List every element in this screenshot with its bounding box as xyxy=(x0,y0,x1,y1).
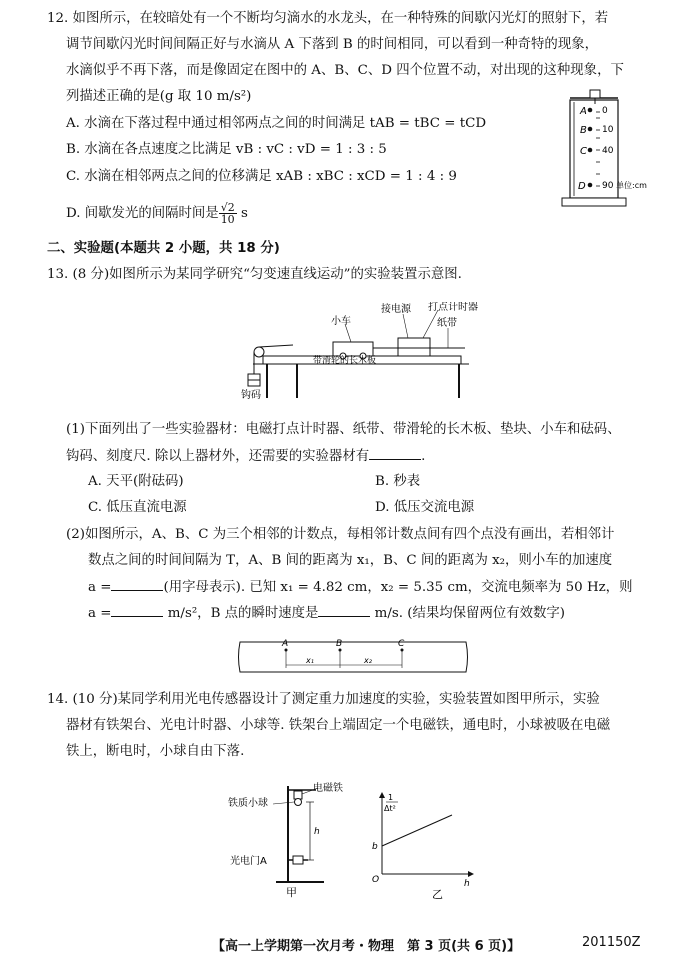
q13-tape-x1: x₁ xyxy=(306,656,314,665)
q13-velocity-value-blank[interactable] xyxy=(318,604,370,617)
q13-part2-line4-a: a = xyxy=(88,606,112,621)
q13-label-car: 小车 xyxy=(331,316,351,327)
q14-x-label-h: h xyxy=(464,879,470,889)
q13-tape-label-c: C xyxy=(398,639,405,649)
q14-caption-yi: 乙 xyxy=(432,888,443,901)
q12-figure xyxy=(540,88,658,216)
q12-line1: 12. 如图所示，在较暗处有一个不断均匀滴水的水龙头，在一种特殊的间歇闪光灯的照射下，若 xyxy=(47,11,609,26)
footer-title: 【高一上学期第一次月考・物理 第 3 页(共 6 页)】 xyxy=(212,939,521,954)
q12-unit-label: 单位:cm xyxy=(616,181,647,190)
q13-label-tape: 纸带 xyxy=(437,318,457,329)
q12-option-a: A. 水滴在下落过程中通过相邻两点之间的时间满足 tAB = tBC = tCD xyxy=(66,116,487,131)
q13-part1-answer-blank[interactable] xyxy=(369,447,421,460)
q14-graph-line xyxy=(382,815,452,846)
q12-line4: 列描述正确的是(g 取 10 m/s²) xyxy=(66,89,252,104)
q14-y-label-num: 1 xyxy=(388,793,394,802)
q13-label-board: 带滑轮的长木板 xyxy=(313,356,377,366)
q12-drop-b xyxy=(588,127,593,132)
q13-label-power: 接电源 xyxy=(381,304,411,315)
q12-label-a: A xyxy=(580,106,587,117)
q14-figure-yi xyxy=(366,790,478,902)
q14-figure-jia xyxy=(228,782,358,900)
q13-part2-line1: (2)如图所示，A、B、C 为三个相邻的计数点，每相邻计数点间有四个点没有画出，若相邻计 xyxy=(66,527,615,542)
q13-weight-2 xyxy=(248,380,260,386)
q14-line1: 14. (10 分)某同学利用光电传感器设计了测定重力加速度的实验，实验装置如图甲所示，实验 xyxy=(47,692,600,707)
q12-option-c: C. 水滴在相邻两点之间的位移满足 xAB : xBC : xCD = 1 : 4 : 9 xyxy=(66,169,457,184)
q12-option-d-unit: s xyxy=(240,206,248,221)
q14-line3: 铁上，断电时，小球自由下落. xyxy=(66,744,245,759)
q12-scale-90: 90 xyxy=(602,181,614,191)
q12-base xyxy=(562,198,626,206)
q14-label-ball: 铁质小球 xyxy=(228,798,268,809)
q12-line2: 调节间歇闪光时间间隔正好与水滴从 A 下落到 B 的时间相同，可以看到一种奇特的现象， xyxy=(66,37,598,52)
q13-option-c: C. 低压直流电源 xyxy=(88,500,187,515)
q13-label-timer: 打点计时器 xyxy=(428,302,478,313)
q12-drop-d xyxy=(588,183,593,188)
q12-line3: 水滴似乎不再下落，而是像固定在图中的 A、B、C、D 四个位置不动，对出现的这种现象，下 xyxy=(66,63,624,78)
q13-part2-line4-c: m/s. (结果均保留两位有效数字) xyxy=(374,606,566,621)
q14-label-magnet: 电磁铁 xyxy=(313,783,343,794)
q13-part2-line3-b: (用字母表示). 已知 x₁ = 4.82 cm，x₂ = 5.35 cm，交流电频率为 50 Hz，则 xyxy=(163,580,633,595)
q14-y-label-den: Δt² xyxy=(384,804,396,813)
q14-intercept-b: b xyxy=(372,842,378,852)
q12-drop-c xyxy=(588,148,593,153)
q14-ball xyxy=(295,799,302,806)
q13-pulley xyxy=(254,347,264,357)
q13-string-horizontal xyxy=(259,345,293,347)
q14-label-h: h xyxy=(314,827,320,837)
q14-y-arrow xyxy=(379,792,385,798)
q13-part1-line1: (1)下面列出了一些实验器材：电磁打点计时器、纸带、带滑轮的长木板、垫块、小车和砝码、 xyxy=(66,422,621,437)
q13-label-weight: 钩码 xyxy=(241,390,261,401)
q13-tape-x2: x₂ xyxy=(364,656,372,665)
q12-option-d-numerator: √2 xyxy=(220,201,235,214)
q13-option-a: A. 天平(附砝码) xyxy=(88,474,184,489)
q13-weight-1 xyxy=(248,374,260,380)
q13-part1-line2 xyxy=(66,447,425,466)
q14-line2: 器材有铁架台、光电计时器、小球等. 铁架台上端固定一个电磁铁，通电时，小球被吸在电磁 xyxy=(66,718,611,733)
q12-option-d xyxy=(66,202,248,225)
q13-part2-line3-a: a = xyxy=(88,580,112,595)
q14-ball-leader xyxy=(273,802,294,804)
section-2-heading: 二、实验题(本题共 2 小题，共 18 分) xyxy=(47,241,280,256)
q12-scale-40: 40 xyxy=(602,146,614,156)
q13-part2-line4-b: m/s²，B 点的瞬时速度是 xyxy=(167,606,319,621)
q14-origin: O xyxy=(372,875,380,885)
q12-tap-icon xyxy=(590,90,600,98)
q14-x-arrow xyxy=(468,871,474,877)
q13-option-b: B. 秒表 xyxy=(375,474,421,489)
q12-option-d-prefix: D. 间歇发光的间隔时间是 xyxy=(66,206,219,221)
q12-option-d-fraction xyxy=(219,202,237,225)
q13-tape-outline xyxy=(239,642,468,672)
q13-part2-line2: 数点之间的时间间隔为 T，A、B 间的距离为 x₁，B、C 间的距离为 x₂，则小车的加速度 xyxy=(88,553,613,568)
q13-timer-leader xyxy=(423,310,438,338)
q13-part2-line4 xyxy=(88,604,565,623)
footer-code: 201150Z xyxy=(582,935,641,950)
q12-scale-10: 10 xyxy=(602,125,614,135)
q13-trolley xyxy=(333,342,373,356)
q13-part1-line2-text: 钩码、刻度尺. 除以上器材外，还需要的实验器材有 xyxy=(66,449,370,464)
q12-drop-a xyxy=(588,108,593,113)
q12-option-b: B. 水滴在各点速度之比满足 vB : vC : vD = 1 : 3 : 5 xyxy=(66,142,387,157)
q12-ruler-ticks xyxy=(596,112,600,186)
q13-tape-label-b: B xyxy=(336,639,343,649)
q13-power-leader xyxy=(403,314,408,338)
q14-label-gate: 光电门A xyxy=(230,856,267,867)
q13-tape-label-a: A xyxy=(282,639,289,649)
q12-label-b: B xyxy=(580,125,587,136)
q13-timer xyxy=(398,338,430,356)
q13-line1: 13. (8 分)如图所示为某同学研究“匀变速直线运动”的实验装置示意图. xyxy=(47,267,462,282)
q13-tape-figure xyxy=(236,632,471,682)
q14-photogate xyxy=(293,856,303,864)
q13-acceleration-formula-blank[interactable] xyxy=(111,578,163,591)
q13-part1-line2-end: . xyxy=(421,449,426,464)
q13-apparatus-figure xyxy=(233,302,478,402)
q12-label-c: C xyxy=(580,146,587,157)
q14-caption-jia: 甲 xyxy=(286,886,297,899)
q12-scale-0: 0 xyxy=(602,106,608,116)
q12-label-d: D xyxy=(578,181,586,192)
q12-option-d-denominator: 10 xyxy=(220,213,235,226)
q13-acceleration-value-blank[interactable] xyxy=(111,604,163,617)
q13-option-d: D. 低压交流电源 xyxy=(375,500,475,515)
q14-magnet xyxy=(294,791,302,799)
q13-part2-line3 xyxy=(88,578,632,597)
